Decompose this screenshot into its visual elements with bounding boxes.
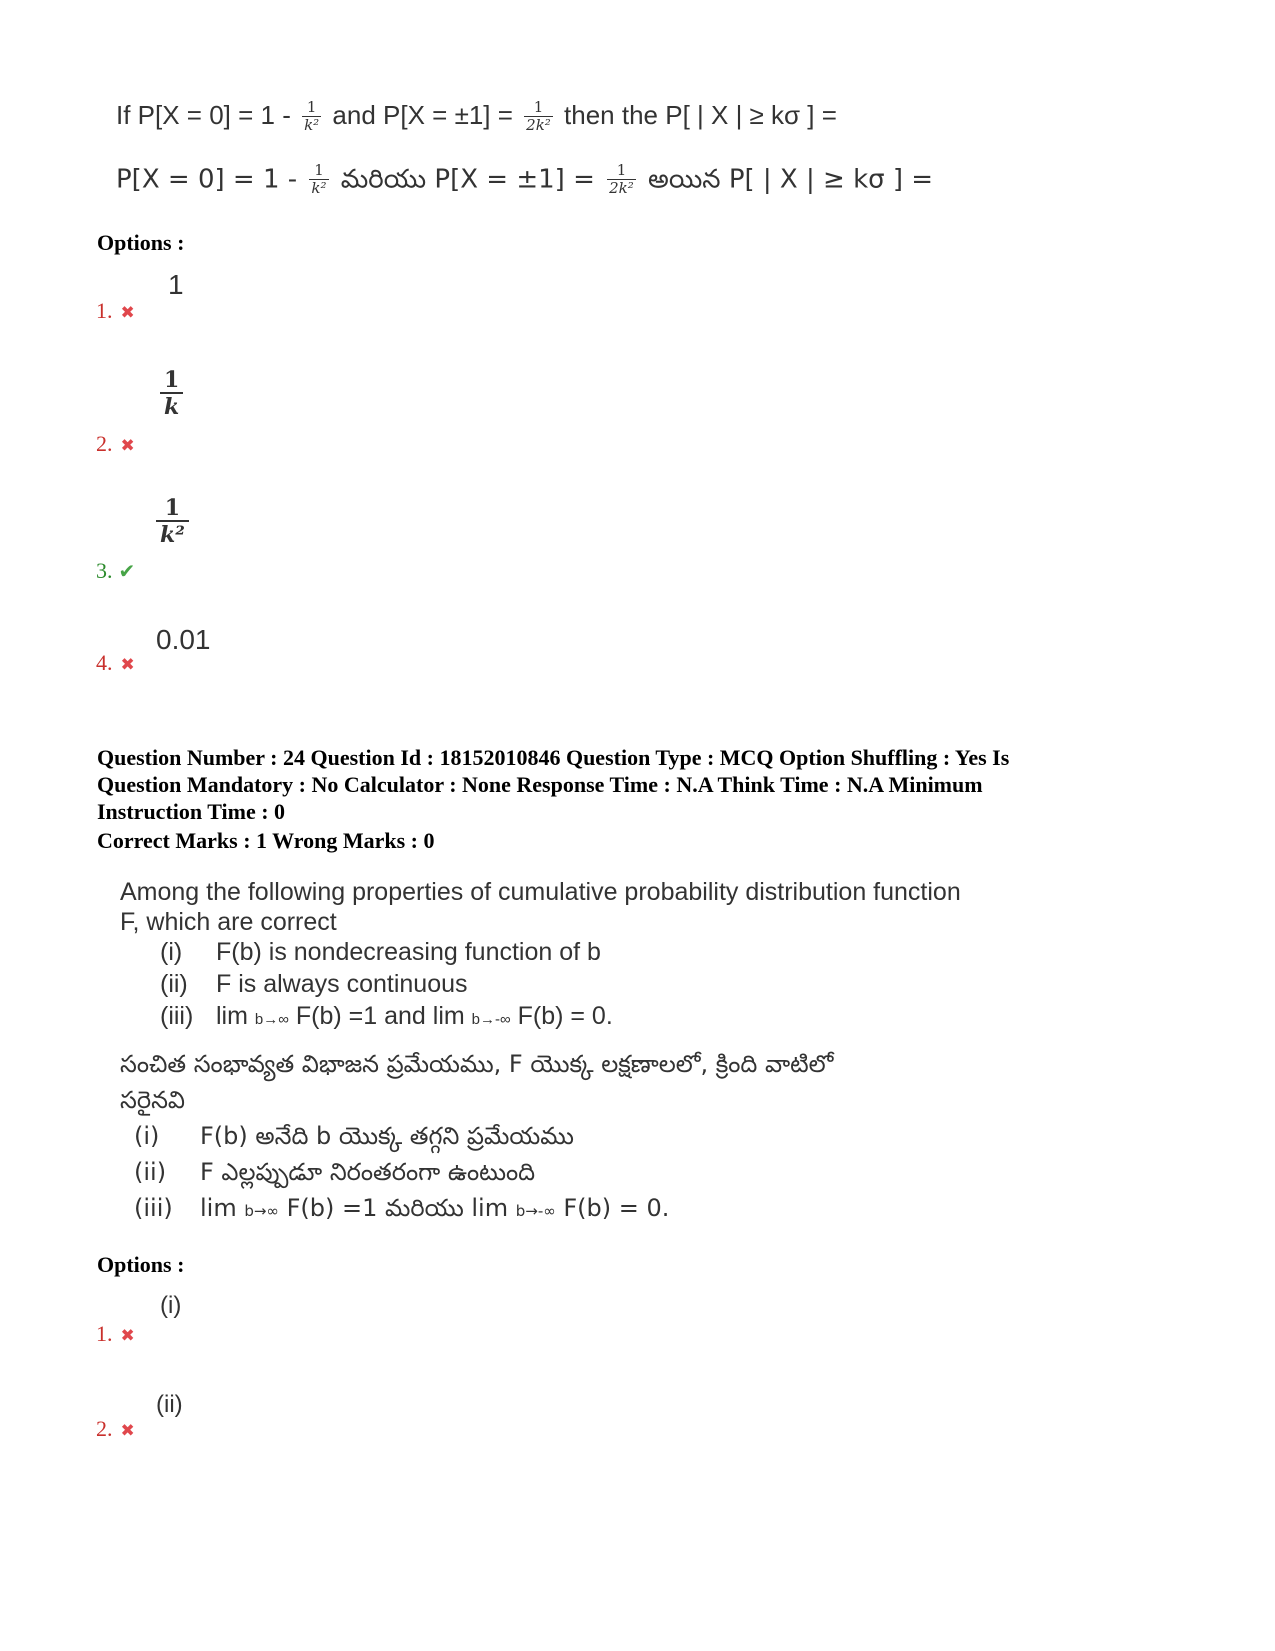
option-2-label: 2. ✖ [96, 1416, 135, 1441]
property-item: (iii) lim b→∞ F(b) =1 మరియు lim b→-∞ F(b) = 0. [134, 1194, 670, 1222]
option-2-value: (ii) [156, 1391, 183, 1418]
fraction: $\frac{1}{\text{2k²}}$ [609, 161, 634, 197]
question-metadata [97, 744, 1187, 825]
fraction: $\frac{1}{\text{k²}}$ [311, 161, 327, 197]
option-1-label: 1. ✖ [96, 298, 135, 323]
wrong-mark-icon: ✖ [120, 1421, 135, 1441]
property-item: (ii) F ఎల్లప్పుడూ నిరంతరంగా ఉంటుంది [134, 1158, 536, 1186]
option-4-label: 4. ✖ [96, 650, 135, 675]
wrong-mark-icon: ✖ [120, 1326, 135, 1346]
option-4-value: 0.01 [156, 624, 211, 655]
property-item: (i) F(b) అనేది b యొక్క తగ్గని ప్రమేయము [134, 1122, 574, 1150]
fraction: $\frac{1}{\text{k²}}$ [304, 98, 320, 134]
options-heading: Options : [97, 1252, 185, 1277]
question-stem-english: If P[X = 0] = 1 - $\frac{1}{\text{k²}}$ and P[X = ±1] = $\frac{1}{\text{2k²}}$ then the P[ | X | ≥ kσ ] = [116, 98, 837, 134]
question-stem-telugu-cont: సరైనవి [120, 1086, 185, 1114]
option-1-label: 1. ✖ [96, 1321, 135, 1346]
option-1-value: (i) [160, 1292, 182, 1319]
correct-mark-icon: ✔ [118, 559, 136, 583]
question-stem-telugu: P[X = 0] = 1 - $\frac{1}{\text{k²}}$ మరియు P[X = ±1] = $\frac{1}{\text{2k²}}$ అయిన P[ | X | ≥ kσ ] = [116, 161, 934, 197]
wrong-mark-icon: ✖ [120, 655, 135, 675]
property-item: (i) F(b) is nondecreasing function of b [160, 938, 601, 966]
property-item: (ii) F is always continuous [160, 970, 468, 998]
metadata-line: Question Mandatory : No Calculator : None Response Time : N.A Think Time : N.A Minimum [97, 772, 983, 797]
question-stem-english: Among the following properties of cumulative probability distribution function [120, 878, 961, 906]
wrong-mark-icon: ✖ [120, 303, 135, 323]
question-stem-telugu: సంచిత సంభావ్యత విభాజన ప్రమేయము, F యొక్క లక్షణాలలో, క్రింది వాటిలో [120, 1050, 834, 1078]
metadata-line: Instruction Time : 0 [97, 799, 286, 824]
option-2-label: 2. ✖ [96, 431, 135, 456]
option-3-value: $\frac{1}{\text{k²}}$ [156, 496, 189, 550]
metadata-line: Question Number : 24 Question Id : 18152010846 Question Type : MCQ Option Shuffling : Yes Is [97, 745, 1010, 770]
wrong-mark-icon: ✖ [120, 436, 135, 456]
question-stem-english-cont: F, which are correct [120, 908, 337, 936]
marks-info: Correct Marks : 1 Wrong Marks : 0 [97, 828, 435, 853]
options-heading: Options : [97, 230, 185, 255]
option-3-label: 3. ✔ [96, 558, 136, 583]
option-2-value: $\frac{1}{k}$ [160, 368, 183, 422]
property-item: (iii) lim b→∞ F(b) =1 and lim b→-∞ F(b) = 0. [160, 1002, 613, 1030]
fraction: $\frac{1}{\text{2k²}}$ [526, 98, 551, 134]
option-1-value: 1 [168, 269, 184, 300]
